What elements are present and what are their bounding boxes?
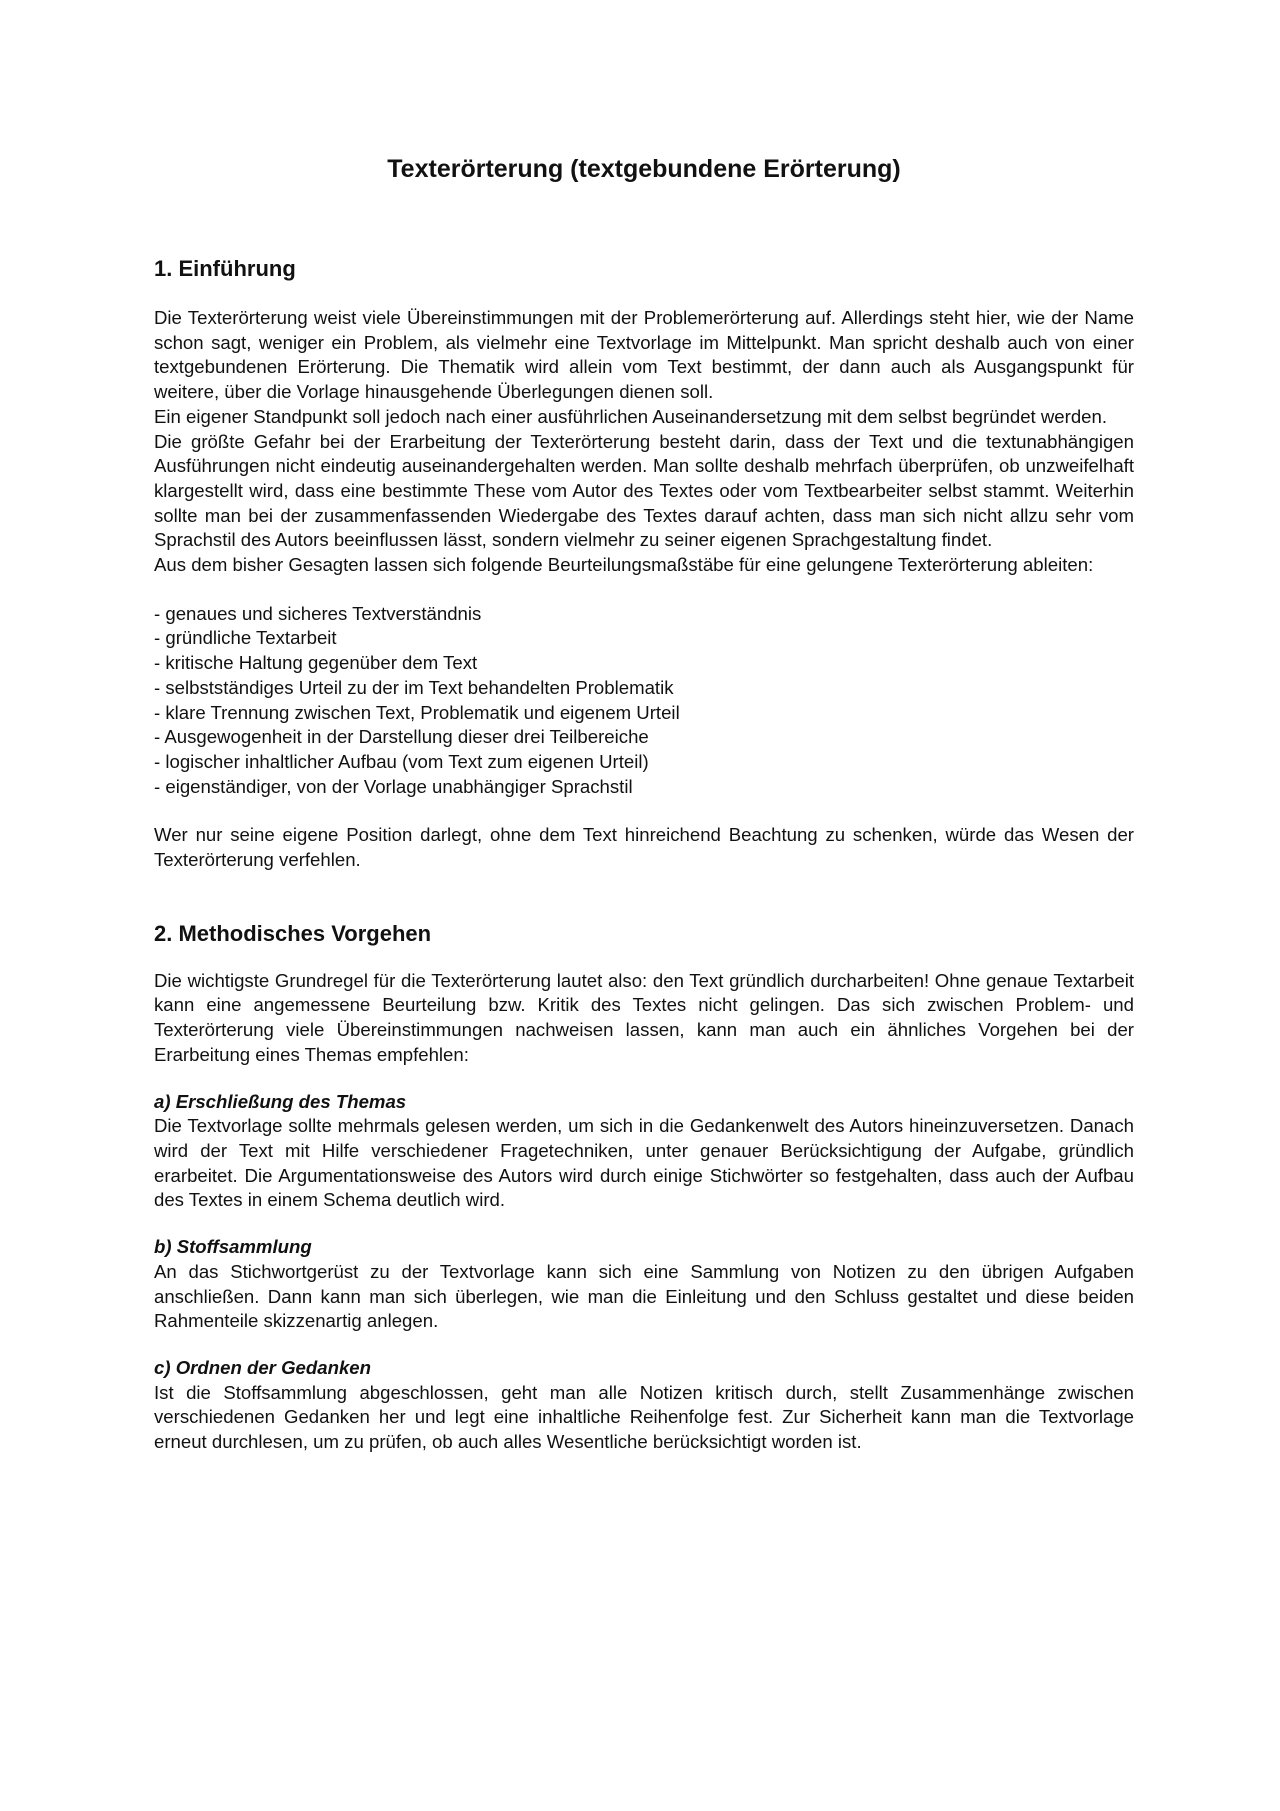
list-item: - Ausgewogenheit in der Darstellung dieser drei Teilbereiche (154, 726, 649, 748)
list-item: - klare Trennung zwischen Text, Problematik und eigenem Urteil (154, 701, 680, 723)
section-einfuehrung-body (154, 306, 1134, 578)
method-intro-paragraph: Die wichtigste Grundregel für die Texterörterung lautet also: den Text gründlich durcharbeiten! Ohne genaue Textarbeit kann eine angemessene Beurteilung bzw. Kritik des Textes nicht gelingen. Das sich zwischen Problem- und Texterörterung viele Übereinstimmungen nachweisen lassen, kann man auch ein ähnliches Vorgehen bei der Erarbeitung eines Themas empfehlen: (154, 969, 1134, 1065)
paragraph: Die größte Gefahr bei der Erarbeitung der Texterörterung besteht darin, dass der Text und die textunabhängigen Ausführungen nicht eindeutig auseinandergehalten werden. Man sollte deshalb mehrfach überprüfen, ob unzweifelhaft klargestellt wird, dass eine bestimmte These vom Autor des Textes oder vom Textbearbeiter selbst stammt. Weiterhin sollte man bei der zusammenfassenden Wiedergabe des Textes darauf achten, dass man sich nicht allzu sehr vom Sprachstil des Autors beeinflussen lässt, sondern vielmehr zu seiner eigenen Sprachgestaltung findet. (154, 430, 1134, 551)
step-text: An das Stichwortgerüst zu der Textvorlage kann sich eine Sammlung von Notizen zu den übrigen Aufgaben anschließen. Dann kann man sich überlegen, wie man die Einleitung und den Schluss gestaltet und diese beiden Rahmenteile skizzenartig anlegen. (154, 1260, 1134, 1332)
step-erschliessung (154, 1090, 1134, 1214)
document-content (154, 152, 1134, 1455)
step-stoffsammlung (154, 1235, 1134, 1334)
list-item: - genaues und sicheres Textverständnis (154, 602, 482, 624)
paragraph: Die Texterörterung weist viele Übereinstimmungen mit der Problemerörterung auf. Allerdings steht hier, wie der Name schon sagt, weniger ein Problem, als vielmehr eine Textvorlage im Mittelpunkt. Man spricht deshalb auch von einer textgebundenen Erörterung. Die Thematik wird allein vom Text bestimmt, der dann auch als Ausgangspunkt für weitere, über die Vorlage hinausgehende Überlegungen dienen soll. (154, 307, 1134, 403)
list-item: - eigenständiger, von der Vorlage unabhängiger Sprachstil (154, 775, 633, 797)
list-item: - kritische Haltung gegenüber dem Text (154, 652, 478, 674)
paragraph: Ein eigener Standpunkt soll jedoch nach einer ausführlichen Auseinandersetzung mit dem selbst begründet werden. (154, 405, 1108, 427)
list-item: - logischer inhaltlicher Aufbau (vom Text zum eigenen Urteil) (154, 750, 649, 772)
list-item: - selbstständiges Urteil zu der im Text behandelten Problematik (154, 676, 674, 698)
step-heading: b) Stoffsammlung (154, 1236, 312, 1258)
step-text: Die Textvorlage sollte mehrmals gelesen werden, um sich in die Gedankenwelt des Autors hineinzuversetzen. Danach wird der Text mit Hilfe verschiedener Fragetechniken, unter genauer Berücksichtigung der Aufgabe, gründlich erarbeitet. Die Argumentationsweise des Autors wird durch einige Stichwörter so festgehalten, dass auch der Aufbau des Textes in einem Schema deutlich wird. (154, 1115, 1134, 1211)
section-heading-einfuehrung: 1. Einführung (154, 256, 296, 281)
section-heading-methodisches-vorgehen: 2. Methodisches Vorgehen (154, 920, 432, 946)
step-heading: c) Ordnen der Gedanken (154, 1356, 371, 1378)
closing-paragraph: Wer nur seine eigene Position darlegt, ohne dem Text hinreichend Beachtung zu schenken, würde das Wesen der Texterörterung verfehlen. (154, 824, 1134, 871)
step-heading: a) Erschließung des Themas (154, 1090, 407, 1112)
document-title: Texterörterung (textgebundene Erörterung) (387, 155, 901, 183)
step-ordnen (154, 1356, 1134, 1455)
step-text: Ist die Stoffsammlung abgeschlossen, geht man alle Notizen kritisch durch, stellt Zusammenhänge zwischen verschiedenen Gedanken her und legt eine inhaltliche Reihenfolge fest. Zur Sicherheit kann man die Textvorlage erneut durchlesen, um zu prüfen, ob auch alles Wesentliche berücksichtigt worden ist. (154, 1381, 1134, 1453)
criteria-list (154, 602, 1134, 800)
list-item: - gründliche Textarbeit (154, 627, 337, 649)
paragraph: Aus dem bisher Gesagten lassen sich folgende Beurteilungsmaßstäbe für eine gelungene Texterörterung ableiten: (154, 554, 1094, 576)
